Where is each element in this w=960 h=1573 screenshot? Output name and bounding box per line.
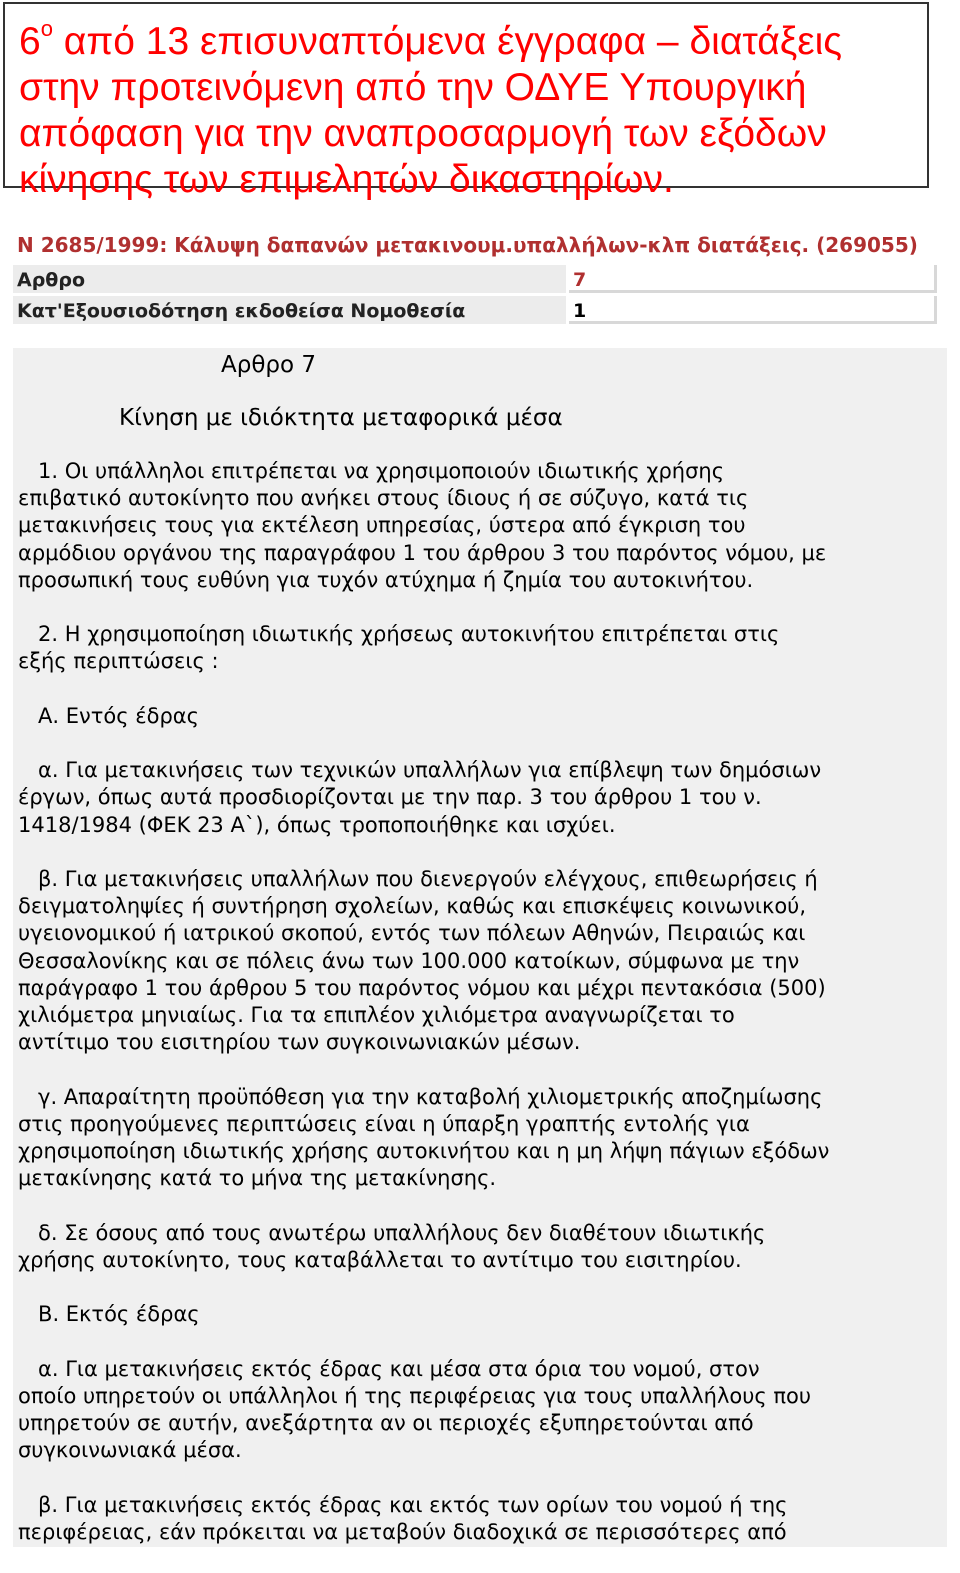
paragraph-a-delta: δ. Σε όσους από τους ανωτέρω υπαλλήλους δεν διαθέτουν ιδιωτικής χρήσης αυτοκίνητο, τους καταβάλλεται το αντίτιμο του εισιτηρίου.: [18, 1220, 766, 1272]
meta-value-delegated-legislation: 1: [569, 296, 937, 324]
title-text: από 13 επισυναπτόμενα έγγραφα – διατάξεις στην προτεινόμενη από την ΟΔΥΕ Υπουργική απόφαση για την αναπροσαρμογή των εξόδων κίνησης των επιμελητών δικαστηρίων.: [19, 20, 843, 201]
paragraph-b-beta: β. Για μετακινήσεις εκτός έδρας και εκτός των ορίων του νομού ή της περιφέρειας, εάν πρόκειται να μεταβούν διαδοχικά σε περισσότερες από: [18, 1492, 788, 1544]
law-reference-code: (269055): [809, 233, 918, 257]
title-number: 6: [19, 20, 41, 63]
document-title: [19, 10, 919, 203]
law-reference-text: Ν 2685/1999: Κάλυψη δαπανών μετακινουμ.υπαλλήλων-κλπ διατάξεις.: [17, 233, 810, 257]
law-reference: [17, 232, 918, 258]
meta-row-article: [13, 265, 938, 294]
title-box: [3, 2, 929, 201]
section-a-heading: Α. Εντός έδρας: [18, 703, 199, 728]
article-subtitle: Κίνηση με ιδιόκτητα μεταφορικά μέσα: [119, 405, 563, 431]
article-heading: Αρθρο 7: [221, 352, 317, 378]
paragraph-b-alpha: α. Για μετακινήσεις εκτός έδρας και μέσα στα όρια του νομού, στον οποίο υπηρετούν οι υπάλληλοι ή της περιφέρειας για τους υπαλλήλους που υπηρετούν σε αυτήν, ανεξάρτητα αν οι περιοχές εξυπηρετούνται από συγκοινωνιακά μέσα.: [18, 1356, 812, 1463]
paragraph-a-beta: β. Για μετακινήσεις υπαλλήλων που διενεργούν ελέγχους, επιθεωρήσεις ή δειγματοληψίες ή συντήρηση σχολείων, καθώς και επισκέψεις κοινωνικού, υγειονομικού ή ιατρικού σκοπού, εντός των πόλεων Αθηνών, Πειραιώς και Θεσσαλονίκης και σε πόλεις άνω των 100.000 κατοίκων, σύμφωνα με την παράγραφο 1 του άρθρου 5 του παρόντος νόμου και μέχρι πεντακόσια (500) χιλιόμετρα μηνιαίως. Για τα επιπλέον χιλιόμετρα αναγνωρίζεται το αντίτιμο του εισιτηρίου των συγκοινωνιακών μέσων.: [18, 866, 826, 1055]
paragraph-2: 2. Η χρησιμοποίηση ιδιωτικής χρήσεως αυτοκινήτου επιτρέπεται στις εξής περιπτώσεις :: [18, 622, 780, 674]
meta-row-delegated-legislation: [13, 296, 938, 325]
title-superscript: ο: [40, 16, 53, 41]
meta-label-delegated-legislation: Κατ'Εξουσιοδότηση εκδοθείσα Νομοθεσία: [13, 296, 566, 324]
paragraph-a-alpha: α. Για μετακινήσεις των τεχνικών υπαλλήλων για επίβλεψη των δημόσιων έργων, όπως αυτά προσδιορίζονται με την παρ. 3 του άρθρου 1 του ν. 1418/1984 (ΦΕΚ 23 Α`), όπως τροποποιήθηκε και ισχύει.: [18, 758, 822, 837]
meta-value-article: 7: [569, 265, 937, 293]
meta-label-article: Αρθρο: [13, 265, 566, 293]
section-b-heading: Β. Εκτός έδρας: [18, 1302, 200, 1327]
paragraph-1: 1. Οι υπάλληλοι επιτρέπεται να χρησιμοποιούν ιδιωτικής χρήσης επιβατικό αυτοκίνητο που ανήκει στους ίδιους ή σε σύζυγο, κατά τις μετακινήσεις τους για εκτέλεση υπηρεσίας, ύστερα από έγκριση του αρμόδιου οργάνου της παραγράφου 1 του άρθρου 3 του παρόντος νόμου, με προσωπική τους ευθύνη για τυχόν ατύχημα ή ζημία του αυτοκινήτου.: [18, 459, 827, 592]
article-body: [18, 458, 928, 1573]
paragraph-a-gamma: γ. Απαραίτητη προϋπόθεση για την καταβολή χιλιομετρικής αποζημίωσης στις προηγούμενες περιπτώσεις είναι η ύπαρξη γραπτής εντολής για χρησιμοποίηση ιδιωτικής χρήσης αυτοκινήτου και η μη λήψη πάγιων εξόδων μετακίνησης κατά το μήνα της μετακίνησης.: [18, 1084, 830, 1191]
